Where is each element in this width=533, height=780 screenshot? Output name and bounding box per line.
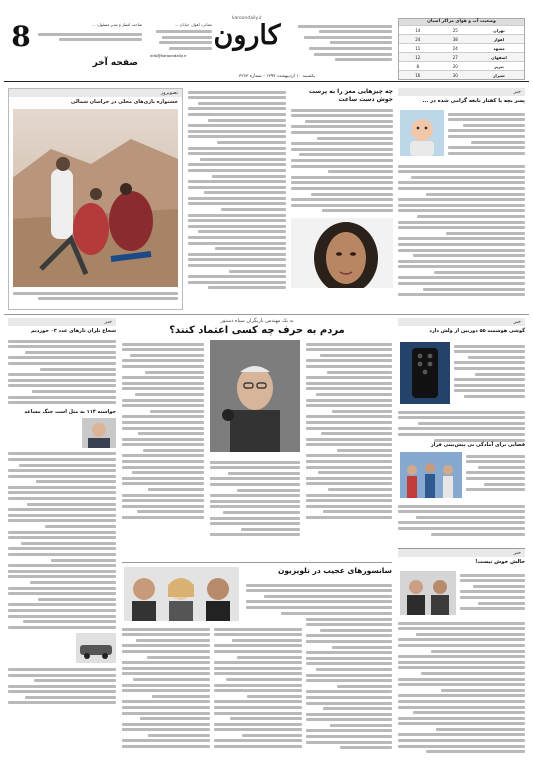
contact-info	[150, 22, 212, 78]
smartphone-photo-image	[400, 342, 450, 404]
weather-min: 12	[415, 55, 421, 60]
festival-photo	[13, 109, 178, 287]
weather-table	[398, 18, 525, 80]
weather-city: تهران	[493, 28, 505, 33]
tv-story	[122, 562, 392, 774]
left-column-title2: قضایی برای آمادگی بی پیش‌بینی فراز	[430, 442, 525, 448]
row2-rule	[4, 314, 529, 315]
feature-right	[291, 88, 393, 310]
weather-city: مشهد	[493, 46, 505, 51]
crowd-photo	[400, 452, 462, 498]
actors-photo	[124, 567, 239, 621]
main-kicker: به یک مهندس بازیگران سیاه دستور	[220, 318, 294, 324]
masthead-info	[288, 22, 392, 78]
weather-row	[399, 43, 524, 52]
child-photo	[400, 110, 444, 156]
photo-caption: جشنواره بازی‌های محلی در خراسان شمالی	[70, 99, 178, 105]
car-photo	[76, 633, 116, 663]
weather-min: 11	[415, 46, 421, 51]
right-column	[8, 318, 116, 773]
right-column-label: خبر	[8, 318, 116, 326]
issue-line: یکشنبه ۱۰ اردیبهشت ۱۳۹۷ - شماره ۳۲۸۳	[238, 74, 316, 79]
left-column-label: خبر	[398, 318, 525, 326]
masthead-credit: صاحب امتیاز و مدیر مسئول: ...	[91, 22, 142, 27]
weather-min: 14	[415, 28, 421, 33]
weather-max: 38	[452, 37, 458, 42]
weather-row	[399, 25, 524, 34]
weather-city: تبریز	[494, 64, 504, 69]
car-photo-image	[76, 633, 116, 663]
weather-city: اهواز	[493, 37, 505, 42]
woman-portrait-image	[291, 218, 393, 288]
page-number: 8	[11, 20, 31, 53]
main-story	[122, 318, 392, 558]
weather-min: 16	[415, 73, 421, 78]
left-column	[398, 318, 525, 543]
feature-title: چه چیزهایی مغز را به پرست	[308, 88, 393, 95]
page-label-block	[4, 18, 146, 80]
actors-photo-image	[124, 567, 239, 621]
weather-row	[399, 61, 524, 70]
page-name: صفحه آخر	[92, 58, 138, 68]
weather-max: 25	[452, 28, 458, 33]
elderly-man-photo-image	[210, 340, 300, 452]
bottom-left-box	[398, 548, 525, 774]
man-photo-small	[82, 418, 116, 448]
weather-row	[399, 52, 524, 61]
weather-min: 8	[416, 64, 420, 69]
weather-title: وضعیت آب و هوای مراکز استان	[399, 19, 524, 25]
woman-portrait	[291, 218, 393, 288]
crowd-photo-image	[400, 452, 462, 498]
weather-max: 20	[452, 64, 458, 69]
right-column-title1: شجاع تلران تارهای عدد ۰۳ خوردیم	[30, 328, 116, 334]
two-men-photo-image	[400, 571, 456, 615]
right-column-title2: خواسته ۱۱۴ به مثل است جنگ مساعد	[24, 408, 116, 415]
festival-photo-image	[13, 109, 178, 287]
weather-max: 30	[452, 73, 458, 78]
weather-row	[399, 70, 524, 79]
weather-min: 24	[415, 37, 421, 42]
man-photo-small-image	[82, 418, 116, 448]
weather-row	[399, 34, 524, 43]
bottom-left-label: خبر	[398, 549, 525, 557]
left-top-title: پسر بچه یا کفتار نابغه گرامی شده در ...	[422, 98, 525, 104]
main-title: مردم به حرف چه کسی اعتماد کنند؟	[169, 325, 345, 336]
left-top-story	[398, 88, 525, 310]
child-photo-image	[400, 110, 444, 156]
feature-article	[188, 88, 393, 310]
email-text[interactable]: info@karoondaily.ir	[150, 52, 187, 58]
bottom-left-title: حالش خوش نیست!	[475, 559, 525, 565]
feature-subtitle: جوش دست ساعت	[338, 96, 393, 103]
photo-of-day	[8, 88, 183, 310]
weather-city: اصفهان	[491, 55, 507, 60]
two-men-photo	[400, 571, 456, 615]
feature-column-left	[188, 88, 286, 310]
left-column-title: گوشی هوشمند ۵۵ دوربین از ولش دارد	[429, 328, 525, 334]
weather-max: 27	[452, 55, 458, 60]
logo-text: کارون	[213, 20, 281, 51]
weather-max: 24	[452, 46, 458, 51]
newspaper-logo	[202, 16, 292, 56]
masthead-rule	[4, 81, 529, 82]
masthead	[0, 0, 533, 82]
photo-section-label: تصویروز	[9, 89, 182, 97]
weather-city: شیراز	[493, 73, 505, 78]
left-top-label: خبر	[398, 88, 525, 96]
smartphone-photo	[400, 342, 450, 404]
site-url[interactable]: karoondaily.ir	[231, 16, 263, 21]
address-text: نشانی: اهواز، خیابان ...	[174, 22, 212, 27]
tv-story-title: سانسورهای عجیب در تلویزیون	[277, 566, 392, 575]
elderly-man-photo	[210, 340, 300, 452]
